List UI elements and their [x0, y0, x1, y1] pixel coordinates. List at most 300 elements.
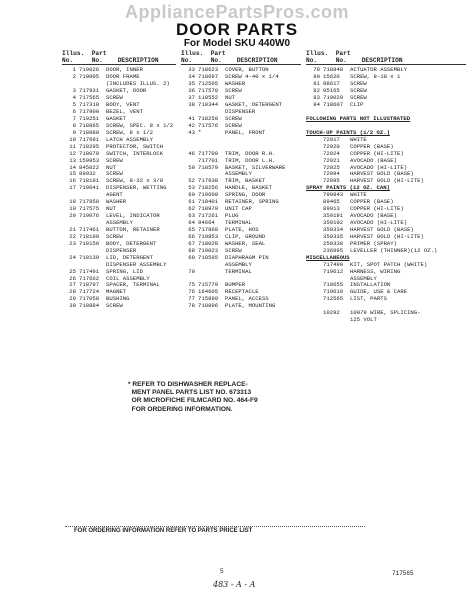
illus-number: 27: [69, 282, 76, 289]
part-row: [306, 171, 466, 178]
part-row: [62, 185, 176, 192]
part-number: 799843: [323, 192, 344, 199]
part-number: 350335: [323, 233, 344, 240]
illus-number: 68: [188, 247, 195, 254]
part-description: AVOCADO (BASE): [350, 213, 397, 220]
part-number: 718256: [198, 185, 219, 192]
part-description: DIAPHRAGM PIN: [225, 254, 269, 261]
document-code: 717565: [392, 570, 414, 577]
part-row: [181, 241, 301, 248]
part-description: SCREW: [350, 81, 367, 88]
part-row: [181, 220, 301, 227]
illus-number: 38: [188, 102, 195, 109]
illus-number: 69: [188, 254, 195, 261]
part-number: 712565: [323, 296, 344, 303]
illus-number: 83: [313, 95, 320, 102]
part-row: [62, 109, 176, 116]
part-row: [62, 67, 176, 74]
part-number: 718697: [198, 74, 219, 81]
part-description: SCREW: [106, 303, 123, 310]
part-row: [181, 282, 301, 289]
illus-number: 64: [188, 220, 195, 227]
part-row: [181, 67, 301, 74]
part-row: [181, 116, 301, 123]
part-row: [181, 255, 301, 262]
part-number: 72095: [323, 178, 340, 185]
part-description: ASSEMBLY: [350, 275, 377, 282]
part-row: [62, 116, 176, 123]
part-number: 718344: [198, 102, 219, 109]
part-row: [306, 296, 466, 303]
part-number: 717662: [79, 275, 100, 282]
part-row: [306, 74, 466, 81]
section-heading: FOLLOWING PARTS NOT ILLUSTRATED: [306, 114, 411, 122]
part-description: ASSEMBLY: [225, 261, 252, 268]
part-number: 718250: [198, 115, 219, 122]
part-number: 845022: [79, 164, 100, 171]
part-row: [181, 144, 301, 151]
part-description: DOOR FRAME: [106, 74, 140, 81]
part-number: 94664: [198, 220, 215, 227]
illus-number: 43: [188, 129, 195, 136]
illus-number: 1: [72, 67, 76, 74]
part-number: 719600: [198, 192, 219, 199]
part-description: PANEL, ACCESS: [225, 296, 269, 303]
part-row: [181, 102, 301, 109]
part-row: [62, 213, 176, 220]
part-number: 717938: [198, 178, 219, 185]
part-number: 718579: [198, 164, 219, 171]
part-description: SCREW: [350, 95, 367, 102]
part-number: 350191: [323, 213, 344, 220]
illus-number: 67: [188, 240, 195, 247]
part-row: [181, 227, 301, 234]
part-description: SCREW: [225, 247, 242, 254]
part-description: NUT: [106, 164, 117, 171]
part-number: 718797: [79, 282, 100, 289]
illus-number: 19: [69, 206, 76, 213]
part-number: 719029: [323, 95, 344, 102]
part-number: 250338: [323, 240, 344, 247]
section-heading: SPRAY PAINTS (12 OZ. CAN): [306, 184, 390, 192]
illus-number: 10: [69, 136, 76, 143]
part-row: [306, 276, 466, 283]
part-row: [306, 199, 466, 206]
illus-number: 66: [188, 233, 195, 240]
part-description: NUT: [225, 95, 236, 102]
part-description: SCREW: [225, 115, 242, 122]
part-description: CLIP: [350, 102, 364, 109]
part-number: 717575: [79, 206, 100, 213]
part-number: 72021: [323, 157, 340, 164]
part-number: 350192: [323, 220, 344, 227]
illus-number: 82: [313, 88, 320, 95]
part-number: 717691: [79, 136, 100, 143]
illus-number: 21: [69, 226, 76, 233]
part-description: SPRING, DOOR: [225, 192, 266, 199]
part-row: [181, 81, 301, 88]
part-row: [181, 206, 301, 213]
part-row: [62, 289, 176, 296]
part-row: [62, 158, 176, 165]
illus-number: 29: [69, 296, 76, 303]
part-row: [62, 151, 176, 158]
parts-column-2: [181, 50, 301, 310]
part-row: [306, 165, 466, 172]
part-description: HANDLE, BASKET: [225, 185, 272, 192]
part-row: [306, 317, 466, 324]
illus-number: 84: [313, 102, 320, 109]
part-description: DISPENSER: [225, 109, 256, 116]
illus-number: 28: [69, 289, 76, 296]
illus-number: 80: [313, 74, 320, 81]
part-description: LID, DETERGENT: [106, 254, 153, 261]
part-description: COPPER (HI-LITE): [350, 206, 404, 213]
part-row: [181, 269, 301, 276]
part-number: 719026: [79, 67, 100, 74]
watermark: AppliancePartsPros.com: [124, 2, 350, 22]
part-number: 717700: [198, 150, 219, 157]
illus-number: 7: [72, 115, 76, 122]
part-description: RECEPTACLE: [225, 289, 259, 296]
part-description: TERMINAL: [225, 220, 252, 227]
part-number: 164605: [198, 289, 219, 296]
part-row: [181, 262, 301, 269]
part-row: [62, 282, 176, 289]
part-row: [62, 130, 176, 137]
parts-column-3: [306, 50, 466, 324]
part-number: 718884: [79, 303, 100, 310]
part-row: [306, 206, 466, 213]
part-number: 719610: [323, 289, 344, 296]
part-row: [181, 199, 301, 206]
part-row: [306, 144, 466, 151]
part-number: 236995: [323, 247, 344, 254]
part-description: 10079 WIRE, SPLICING-: [350, 310, 421, 317]
part-description: COIL ASSEMBLY: [106, 275, 150, 282]
part-description: TRIM, BASKET: [225, 178, 266, 185]
part-row: [181, 130, 301, 137]
illus-number: 63: [188, 213, 195, 220]
illus-number: 11: [69, 143, 76, 150]
part-description: SPRING, LID: [106, 268, 143, 275]
part-description: SCREW: [106, 171, 123, 178]
part-description: GASKET, DOOR: [106, 88, 147, 95]
part-description: SCREW, 8-32 x 3/8: [106, 178, 164, 185]
part-row: [306, 67, 466, 74]
illus-number: 18: [69, 199, 76, 206]
part-row: [306, 151, 466, 158]
part-description: WASHER, SEAL: [225, 240, 266, 247]
part-description: COPPER (BASE): [350, 143, 394, 150]
part-row: [306, 88, 466, 95]
part-description: AVOCADO (HI-LITE): [350, 164, 408, 171]
part-row: [181, 276, 301, 283]
part-description: WHITE: [350, 136, 367, 143]
part-description: TRIM, DOOR L.H.: [225, 157, 276, 164]
column-header: Illus. Part No. No. DESCRIPTION: [306, 50, 466, 65]
illus-number: 15: [69, 171, 76, 178]
part-description: AVOCADO (HI-LITE): [350, 220, 408, 227]
part-row: [181, 303, 301, 310]
part-row: [62, 74, 176, 81]
part-number: 159953: [79, 157, 100, 164]
part-number: 717570: [198, 88, 219, 95]
section-heading: MISCELLANEOUS: [306, 253, 350, 261]
part-number: 717261: [198, 213, 219, 220]
part-number: 717461: [79, 226, 100, 233]
illus-number: 26: [69, 275, 76, 282]
part-number: 717900: [79, 109, 100, 116]
part-description: DISPENSER: [106, 247, 137, 254]
part-number: 717565: [79, 95, 100, 102]
part-number: 718199: [79, 233, 100, 240]
part-number: 15620: [323, 74, 340, 81]
illus-number: 20: [69, 213, 76, 220]
part-row: [62, 199, 176, 206]
part-row: [62, 123, 176, 130]
illus-number: 12: [69, 150, 76, 157]
part-number: 72024: [323, 150, 340, 157]
part-number: 717491: [79, 268, 100, 275]
part-description: COPPER (HI-LITE): [350, 150, 404, 157]
part-number: 118552: [198, 95, 219, 102]
part-number: 718070: [79, 150, 100, 157]
part-row: [62, 102, 176, 109]
part-description: AGENT: [106, 192, 123, 199]
part-number: 715899: [198, 296, 219, 303]
part-description: BASKET, SILVERWARE: [225, 164, 286, 171]
part-number: 718028: [198, 240, 219, 247]
part-description: HARVEST GOLD (HI-LITE): [350, 233, 424, 240]
illus-number: 75: [188, 282, 195, 289]
part-number: 717058: [79, 296, 100, 303]
part-row: [62, 95, 176, 102]
part-number: 718150: [79, 240, 100, 247]
part-description: SWITCH, INTERLOCK: [106, 150, 164, 157]
illus-number: 70: [188, 268, 195, 275]
part-number: 718295: [79, 143, 100, 150]
part-number: 89465: [323, 199, 340, 206]
part-row: [62, 171, 176, 178]
illus-number: 35: [188, 81, 195, 88]
part-number: 719005: [79, 74, 100, 81]
part-row: [62, 241, 176, 248]
part-row: [62, 137, 176, 144]
part-number: 718191: [79, 178, 100, 185]
part-description: BODY, DETERGENT: [106, 240, 157, 247]
part-description: ACTUATOR ASSEMBLY: [350, 67, 408, 74]
part-number: 717490: [323, 261, 344, 268]
illus-number: 42: [188, 122, 195, 129]
part-row: [62, 269, 176, 276]
part-row: [181, 289, 301, 296]
part-row: [306, 282, 466, 289]
part-description: LEVEL, INDICATOR: [106, 213, 160, 220]
illus-number: 78: [188, 303, 195, 310]
illus-number: 33: [188, 67, 195, 74]
part-number: 719251: [79, 115, 100, 122]
part-row: [62, 144, 176, 151]
part-row: [306, 95, 466, 102]
illus-number: 14: [69, 164, 76, 171]
part-description: SCREW: [106, 157, 123, 164]
part-number: 72025: [323, 164, 340, 171]
illus-number: 77: [188, 296, 195, 303]
part-number: 717931: [79, 88, 100, 95]
part-row: [181, 296, 301, 303]
part-description: (INCLUDES ILLUS. 2): [106, 81, 170, 88]
part-description: ASSEMBLY: [106, 220, 133, 227]
part-row: [62, 262, 176, 269]
illus-number: 41: [188, 115, 195, 122]
part-number: 719023: [198, 247, 219, 254]
part-description: SCREW: [106, 233, 123, 240]
part-row: [306, 310, 466, 317]
part-number: 89913: [323, 206, 340, 213]
footer-divider: [65, 526, 365, 527]
part-description: BEZEL, VENT: [106, 109, 143, 116]
part-row: [306, 137, 466, 144]
illus-number: 25: [69, 268, 76, 275]
illus-number: 3: [72, 88, 76, 95]
part-row: [62, 178, 176, 185]
illus-number: 2: [72, 74, 76, 81]
part-description: HARVEST GOLD (BASE): [350, 171, 414, 178]
part-description: MAGNET: [106, 289, 127, 296]
part-description: PROTECTOR, SWITCH: [106, 143, 164, 150]
handwritten-note: 483 - A - A: [213, 580, 256, 589]
part-number: 717701: [198, 157, 219, 164]
illus-number: 16: [69, 178, 76, 185]
part-number: 350334: [323, 226, 344, 233]
part-row: [62, 255, 176, 262]
part-row: [62, 303, 176, 310]
part-number: 718880: [79, 129, 100, 136]
part-row: [62, 81, 176, 88]
part-number: 72094: [323, 171, 340, 178]
part-row: [181, 248, 301, 255]
footer-text: FOR ORDERING INFORMATION REFER TO PARTS PRICE LIST: [74, 528, 253, 534]
part-number: 88617: [323, 81, 340, 88]
part-number: 717724: [79, 289, 100, 296]
part-description: GASKET: [106, 115, 127, 122]
part-description: LATCH ASSEMBLY: [106, 136, 153, 143]
part-number: 718595: [198, 254, 219, 261]
part-row: [306, 241, 466, 248]
page-subtitle: For Model SKU 440W0: [183, 38, 291, 49]
illus-number: 8: [72, 122, 76, 129]
part-description: HARVEST GOLD (HI-LITE): [350, 178, 424, 185]
part-description: SCREW, 8 x 1/2: [106, 129, 153, 136]
part-row: [306, 158, 466, 165]
part-description: GUIDE, USE & CARE: [350, 289, 408, 296]
illus-number: 6: [72, 109, 76, 116]
column-header: Illus. Part No. No. DESCRIPTION: [181, 50, 301, 65]
illus-number: 36: [188, 88, 195, 95]
part-description: SPACER, TERMINAL: [106, 282, 160, 289]
part-description: PANEL, FRONT: [225, 129, 266, 136]
illus-number: 9: [72, 129, 76, 136]
part-row: [181, 109, 301, 116]
part-row: [306, 192, 466, 199]
part-row: [181, 171, 301, 178]
part-row: [62, 296, 176, 303]
illus-number: 52: [188, 178, 195, 185]
page-title: DOOR PARTS: [175, 20, 299, 39]
part-row: [181, 151, 301, 158]
section-heading: TOUCH-UP PAINTS (1/2 OZ.): [306, 128, 390, 136]
illus-number: 34: [188, 74, 195, 81]
illus-number: 23: [69, 240, 76, 247]
part-row: [62, 248, 176, 255]
part-number: 719612: [323, 268, 344, 275]
part-description: SCREW: [225, 88, 242, 95]
part-row: [306, 227, 466, 234]
column-header: Illus. Part No. No. DESCRIPTION: [62, 50, 176, 65]
part-number: 718896: [198, 303, 219, 310]
part-description: SCREW: [106, 95, 123, 102]
part-row: [181, 88, 301, 95]
part-description: BODY, VENT: [106, 102, 140, 109]
part-description: SCREW 4-40 x 1/4: [225, 74, 279, 81]
part-number: 89932: [79, 171, 96, 178]
part-description: SCREW: [225, 122, 242, 129]
part-number: 715779: [198, 282, 219, 289]
part-number: 719041: [79, 185, 100, 192]
part-description: LEVELLER (THINNER)(12 OZ.): [350, 247, 438, 254]
illus-number: 17: [69, 185, 76, 192]
part-number: 718401: [198, 199, 219, 206]
illus-number: 53: [188, 185, 195, 192]
illus-number: 65: [188, 226, 195, 233]
part-description: PRIMER (SPRAY): [350, 240, 397, 247]
part-row: [62, 227, 176, 234]
part-row: [306, 262, 466, 269]
part-row: [181, 178, 301, 185]
part-description: SCREW, 8-18 x 1: [350, 74, 401, 81]
part-description: LIST, PARTS: [350, 296, 387, 303]
part-row: [306, 213, 466, 220]
part-description: KIT, SPOT PATCH (WHITE): [350, 261, 428, 268]
part-description: BUTTON, RETAINER: [106, 226, 160, 233]
part-row: [306, 289, 466, 296]
part-description: RETAINER, SPRING: [225, 199, 279, 206]
part-description: COVER, BUTTON: [225, 67, 269, 74]
part-row: [181, 234, 301, 241]
part-description: CLIP, GROUND: [225, 233, 266, 240]
part-row: [62, 88, 176, 95]
parts-column-1: [62, 50, 176, 310]
part-number: *: [198, 129, 202, 136]
part-row: [306, 81, 466, 88]
part-row: [62, 192, 176, 199]
part-row: [181, 137, 301, 144]
part-number: 718865: [79, 122, 100, 129]
illus-number: 30: [69, 303, 76, 310]
part-description: DISPENSER ASSEMBLY: [106, 261, 167, 268]
part-description: PLATE, HOS: [225, 226, 259, 233]
part-number: 72020: [323, 143, 340, 150]
part-row: [181, 165, 301, 172]
part-row: [181, 95, 301, 102]
part-description: PLUG: [225, 213, 239, 220]
part-description: UNIT CAP: [225, 206, 252, 213]
part-number: 719655: [323, 282, 344, 289]
part-description: NUT: [106, 206, 117, 213]
part-row: [181, 185, 301, 192]
illus-number: 60: [188, 192, 195, 199]
